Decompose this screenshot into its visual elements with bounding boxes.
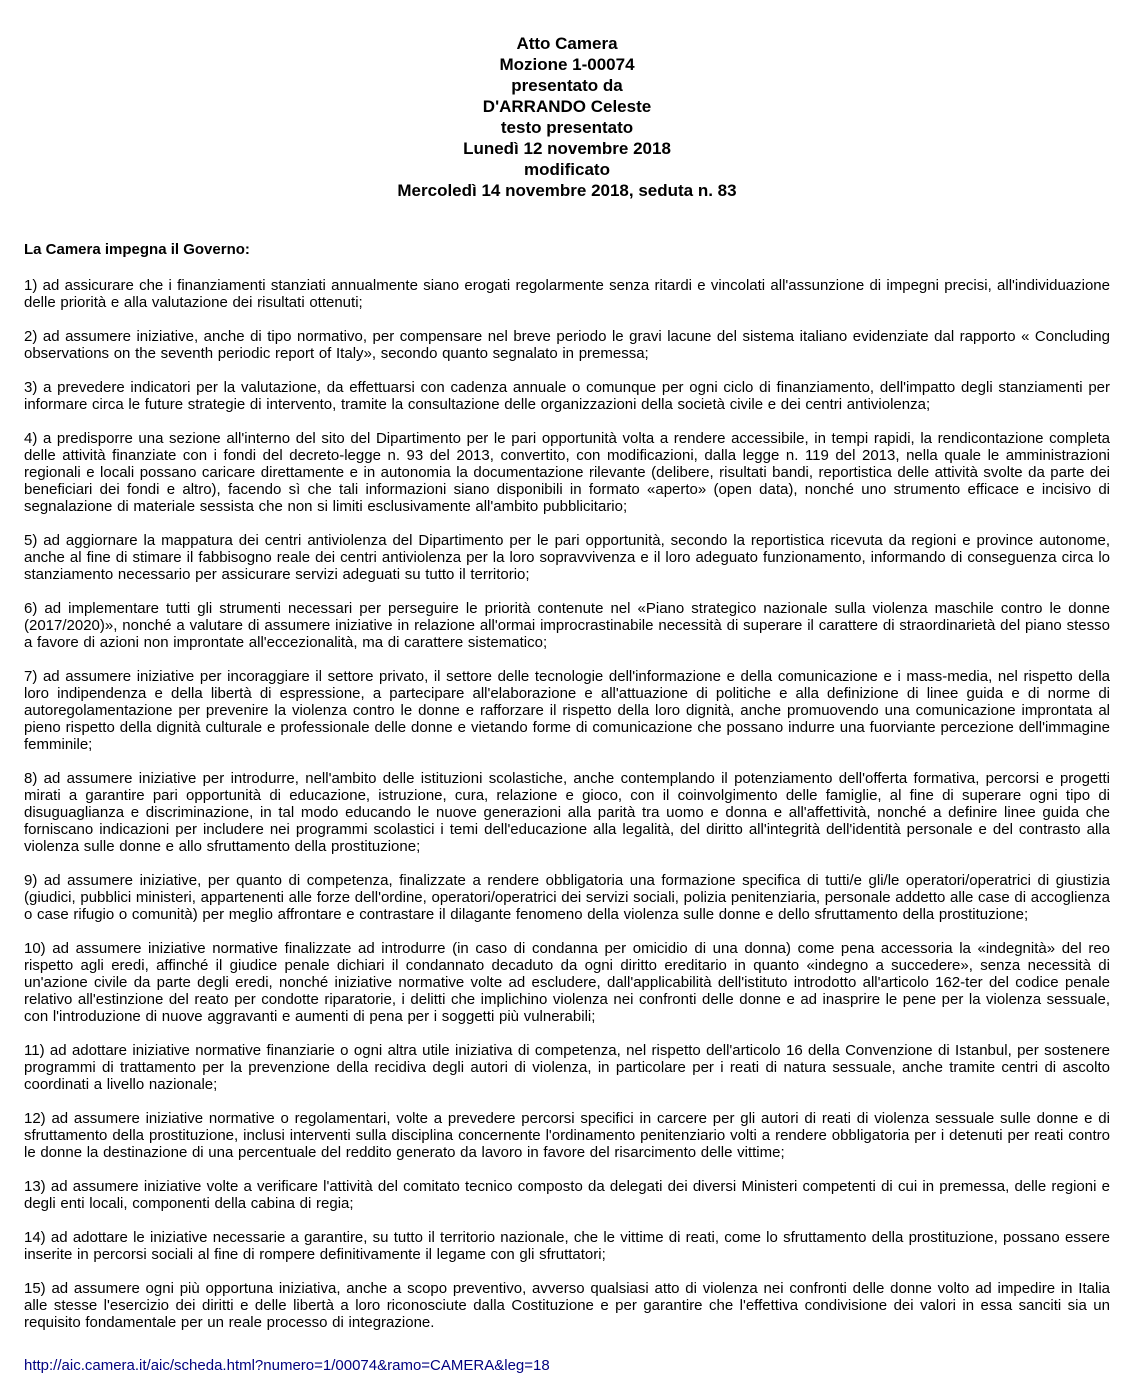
header-line-mozione-number: Mozione 1-00074 [499,55,635,74]
motion-paragraph-6: 6) ad implementare tutti gli strumenti necessari per perseguire le priorità contenute nel «Piano strategico nazionale sulla violenza maschile contro le donne (2017/2020)», nonché a valutare di assumere iniziative in relazione all'ormai improcrastinabile necessità di superare il carattere di straordinarietà del piano stesso a favore di azioni non improntate all'eccezionalità, ma di carattere sistematico; [24,600,1110,651]
motion-paragraph-8: 8) ad assumere iniziative per introdurre, nell'ambito delle istituzioni scolastiche, anche contemplando il potenziamento dell'offerta formativa, percorsi e progetti mirati a garantire pari opportunità di educazione, istruzione, cura, relazione e gioco, con il coinvolgimento delle famiglie, al fine di superare ogni tipo di disuguaglianza e discriminazione, in tal modo educando le nuove generazioni alla parità tra uomo e donna e all'affettività, nonché a definire linee guida che forniscano indicazioni per includere nei programmi scolastici i temi dell'educazione alla legalità, del diritto all'integrità dell'identità personale e del contrasto alla violenza sulle donne e allo sfruttamento della prostituzione; [24,770,1110,855]
document-footer [24,1357,1110,1375]
motion-paragraph-10: 10) ad assumere iniziative normative finalizzate ad introdurre (in caso di condanna per omicidio di una donna) come pena accessoria la «indegnità» del reo rispetto agli eredi, affinché il giudice penale dichiari il condannato decaduto da ogni diritto ereditario in quanto «indegno a succedere», senza necessità di un'azione civile da parte degli eredi, nonché iniziative normative volte ad escludere, dall'applicabilità dell'istituto introdotto all'articolo 162-ter del codice penale relativo all'estinzione del reato per condotte riparatorie, i delitti che implichino violenza nei confronti delle donne e ad inasprire le pene per la violenza sessuale, con l'introduzione di nuove aggravanti e aumenti di pena per i soggetti più vulnerabili; [24,940,1110,1025]
source-url-link[interactable]: http://aic.camera.it/aic/scheda.html?numero=1/00074&ramo=CAMERA&leg=18 [24,1357,550,1374]
document-header [24,33,1110,201]
motion-paragraph-5: 5) ad aggiornare la mappatura dei centri antiviolenza del Dipartimento per le pari opportunità, secondo la reportistica ricevuta da regioni e province autonome, anche al fine di stimare il fabbisogno reale dei centri antiviolenza per la loro sopravvivenza e il loro adeguato funzionamento, informando di conseguenza circa lo stanziamento necessario per assicurare servizi adeguati su tutto il territorio; [24,532,1110,583]
motion-paragraph-7: 7) ad assumere iniziative per incoraggiare il settore privato, il settore delle tecnologie dell'informazione e della comunicazione e i mass-media, nel rispetto della loro indipendenza e della libertà di espressione, a partecipare all'elaborazione e all'attuazione di politiche e alla definizione di linee guida e di norme di autoregolamentazione per prevenire la violenza contro le donne e rafforzare il rispetto della loro dignità, anche promuovendo una comunicazione improntata al pieno rispetto della dignità culturale e professionale delle donne e vietando forme di comunicazione che possano indurre una fuorviante percezione dell'immagine femminile; [24,668,1110,753]
header-line-atto-camera: Atto Camera [516,34,618,53]
header-line-modified-date: Mercoledì 14 novembre 2018, seduta n. 83 [397,181,737,200]
intro-heading: La Camera impegna il Governo: [24,241,250,258]
motion-paragraph-4: 4) a predisporre una sezione all'interno del sito del Dipartimento per le pari opportunità volta a rendere accessibile, in tempi rapidi, la rendicontazione completa delle attività finanziate con i fondi del decreto-legge n. 93 del 2013, convertito, con modificazioni, dalla legge n. 119 del 2013, nella quale le amministrazioni regionali e locali possano caricare direttamente e in autonomia la documentazione rilevante (delibere, risultati bandi, reportistica delle attività svolte da parte dei beneficiari dei fondi e altro), facendo sì che tali informazioni siano disponibili in formato «aperto» (open data), nonché uno strumento efficace e incisivo di segnalazione di materiale sessista che non si limiti esclusivamente all'ambito pubblicitario; [24,430,1110,515]
header-line-presentato-da: presentato da [511,76,623,95]
motion-paragraph-13: 13) ad assumere iniziative volte a verificare l'attività del comitato tecnico composto da delegati dei diversi Ministeri competenti di cui in premessa, delle regioni e degli enti locali, componenti della cabina di regia; [24,1178,1110,1212]
header-line-presented-date: Lunedì 12 novembre 2018 [463,139,671,158]
motion-paragraph-12: 12) ad assumere iniziative normative o regolamentari, volte a prevedere percorsi specifici in carcere per gli autori di reati di violenza sessuale sulle donne e di sfruttamento della prostituzione, inclusi interventi sulla disciplina concernente l'ordinamento penitenziario volti a rendere obbligatoria per i detenuti per reati contro le donne la destinazione di una percentuale del reddito generato da lavoro in favore del risarcimento delle vittime; [24,1110,1110,1161]
motion-paragraph-9: 9) ad assumere iniziative, per quanto di competenza, finalizzate a rendere obbligatoria una formazione specifica di tutti/e gli/le operatori/operatrici di giustizia (giudici, pubblici ministeri, appartenenti alle forze dell'ordine, operatori/operatrici dei servizi sociali, polizia penitenziaria, personale addetto alle case di accoglienza o case rifugio o comunità) per meglio affrontare e contrastare il dilagante fenomeno della violenza sulle donne e dello sfruttamento della prostituzione; [24,872,1110,923]
motion-paragraph-3: 3) a prevedere indicatori per la valutazione, da effettuarsi con cadenza annuale o comunque per ogni ciclo di finanziamento, dell'impatto degli stanziamenti per informare circa le future strategie di intervento, tramite la consultazione delle organizzazioni della società civile e dei centri antiviolenza; [24,379,1110,413]
header-line-testo-presentato: testo presentato [500,118,634,137]
header-line-modificato: modificato [524,160,610,179]
motion-paragraph-2: 2) ad assumere iniziative, anche di tipo normativo, per compensare nel breve periodo le gravi lacune del sistema italiano evidenziate dal rapporto « Concluding observations on the seventh periodic report of Italy», secondo quanto segnalato in premessa; [24,328,1110,362]
header-line-presenter-name: D'ARRANDO Celeste [482,97,652,116]
motion-paragraph-11: 11) ad adottare iniziative normative finanziarie o ogni altra utile iniziativa di competenza, nel rispetto dell'articolo 16 della Convenzione di Istanbul, per sostenere programmi di trattamento per la prevenzione della recidiva degli autori di violenza, in particolare per i reati di natura sessuale, anche tramite centri di ascolto coordinati a livello nazionale; [24,1042,1110,1093]
motion-paragraph-14: 14) ad adottare le iniziative necessarie a garantire, su tutto il territorio nazionale, che le vittime di reati, come lo sfruttamento della prostituzione, possano essere inserite in percorsi sociali al fine di rompere definitivamente il legame con gli sfruttatori; [24,1229,1110,1263]
motion-paragraph-15: 15) ad assumere ogni più opportuna iniziativa, anche a scopo preventivo, avverso qualsiasi atto di violenza nei confronti delle donne volto ad impedire in Italia alle stesse l'esercizio dei diritti e delle libertà a loro riconosciute dalla Costituzione e per garantire che l'effettiva condivisione dei valori in essa sanciti sia un requisito fondamentale per un reale processo di integrazione. [24,1280,1110,1331]
motion-body [24,277,1110,1331]
motion-paragraph-1: 1) ad assicurare che i finanziamenti stanziati annualmente siano erogati regolarmente senza ritardi e vincolati all'assunzione di impegni precisi, all'individuazione delle priorità e alla valutazione dei risultati ottenuti; [24,277,1110,311]
